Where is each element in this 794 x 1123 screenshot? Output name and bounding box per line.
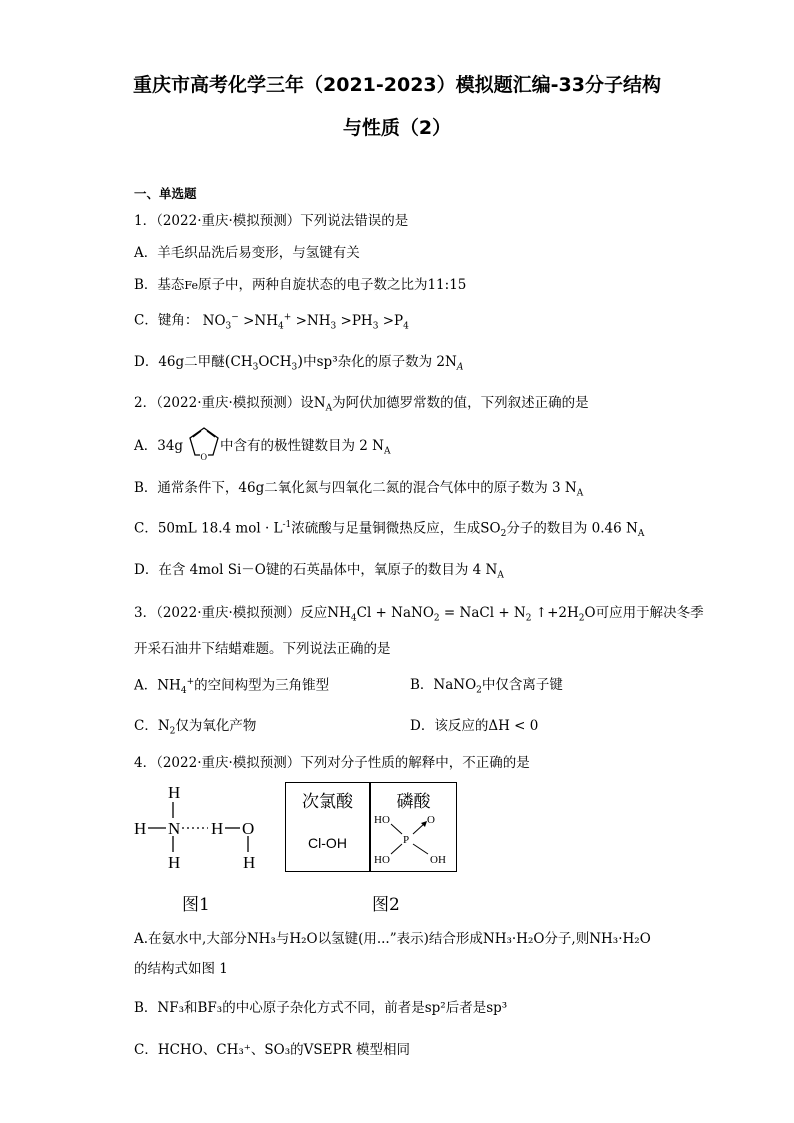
q3-reaction: $NH_4Cl$ + NaNO$_2$ = NaCl + $N_2$ $↑+2H_2O$ [327, 605, 596, 624]
q3-option-c: C．$N_2$仅为氧化产物 [134, 718, 257, 737]
q3-option-d: D．该反应的ΔH < 0 [410, 718, 539, 734]
svg-text:O: O [200, 452, 207, 462]
section-heading: 一、单选题 [134, 186, 197, 201]
q2-option-b [134, 480, 583, 499]
q2-option-d [134, 562, 504, 581]
figure1-caption: 图1 [182, 895, 210, 915]
q1-c-pre: C．键角： [134, 312, 199, 329]
q2-c-sub: A [637, 529, 645, 540]
svg-text:O: O [242, 819, 255, 838]
q3-stem-post: 可应用于解决冬季 [595, 605, 704, 621]
q1-d-post: 中sp³杂化的原子数为 2N [303, 354, 457, 370]
figure2-box [285, 782, 457, 872]
q3-b-post: 中仅含离子键 [481, 677, 563, 693]
q1-d-sub: A [456, 362, 464, 373]
q1-stem: 1．（2022·重庆·模拟预测）下列说法错误的是 [134, 213, 409, 229]
q2-option-c [134, 520, 644, 540]
svg-text:O: O [427, 814, 435, 826]
q4-stem: 4．（2022·重庆·模拟预测）下列对分子性质的解释中，不正确的是 [134, 755, 530, 771]
svg-text:H: H [211, 819, 224, 838]
figure2-caption: 图2 [372, 895, 400, 915]
q3-a-post: 的空间构型为三角锥型 [194, 677, 330, 694]
q1-option-b [134, 277, 466, 293]
q3-c-post: 仅为氧化产物 [175, 718, 257, 734]
q4-option-a-line2: 的结构式如图 1 [134, 961, 228, 977]
svg-text:N: N [168, 819, 181, 838]
q4-option-c: C．HCHO、CH₃⁺、SO₃的VSEPR 模型相同 [134, 1042, 411, 1058]
q2-b-text: B．通常条件下，46g二氧化氮与四氧化二氮的混合气体中的原子数为 3 N [134, 480, 577, 496]
q2-c-sub2: 2 [500, 529, 507, 540]
figure2-right-title: 磷酸 [396, 792, 431, 812]
q2-c-pre: C．50mL 18.4 mol · L [134, 520, 283, 537]
q2-c-sup: -1 [282, 520, 292, 530]
q2-a-post-wrap [220, 438, 390, 457]
page-title-line2: 与性质（2） [342, 117, 452, 139]
q3-stem [134, 605, 704, 624]
svg-text:HO: HO [374, 854, 390, 866]
q3-option-a: A．$NH_4^+$的空间构型为三角锥型 [134, 677, 330, 697]
q3-stem-pre: 3．（2022·重庆·模拟预测）反应 [134, 605, 328, 621]
q1-b-post: 原子中，两种自旋状态的电子数之比为11:15 [197, 277, 467, 293]
q1-option-c [134, 312, 409, 332]
q2-c-post2: 分子的数目为 0.46 N [506, 520, 638, 537]
q1-option-a: A．羊毛织品洗后易变形，与氢键有关 [134, 245, 360, 261]
q2-stem [134, 395, 589, 414]
q3-b-label: B． [410, 677, 434, 693]
q2-c-post: 浓硫酸与足量铜微热反应，生成SO [291, 520, 501, 537]
q2-a-sub: A [383, 446, 391, 457]
figure2-left-title: 次氯酸 [302, 792, 353, 812]
q4-option-b: B．NF₃和BF₃的中心原子杂化方式不同，前者是sp²后者是sp³ [134, 1000, 508, 1016]
svg-text:H: H [168, 853, 181, 872]
q2-a-post: 中含有的极性键数目为 2 N [220, 438, 384, 454]
svg-text:OH: OH [430, 854, 446, 866]
phosphoric-acid-structure [372, 811, 454, 869]
svg-text:HO: HO [374, 814, 390, 826]
q2-d-sub: A [497, 570, 504, 581]
svg-text:H: H [243, 853, 256, 872]
q3-option-b: B．NaNO$_2$中仅含离子键 [410, 677, 563, 696]
q1-d-formula: ( [224, 352, 231, 370]
page-title-line1: 重庆市高考化学三年（2021-2023）模拟题汇编-33分子结构 [133, 74, 661, 96]
q1-c-formula: $NO_3^- >NH_4^+ >NH_3 >PH_3 >P_4$ [202, 312, 409, 332]
q1-option-d: D．46g二甲醚$(CH_3OCH_3)$中sp³杂化的原子数为 $2N_A$ [134, 352, 464, 373]
figure1-nh3-h2o-structure [128, 780, 268, 880]
q3-stem-line2: 开采石油井下结蜡难题。下列说法正确的是 [134, 641, 391, 657]
q2-a-pre: A．34g [134, 438, 184, 454]
q2-option-a [134, 438, 183, 454]
q2-stem-post: 为阿伏加德罗常数的值，下列叙述正确的是 [332, 395, 589, 411]
q1-d-pre: D．46g二甲醚 [134, 354, 225, 370]
q2-stem-sub: A [325, 403, 333, 414]
figure2-left-formula: Cl-OH [308, 835, 347, 851]
furan-structure-icon [186, 422, 222, 464]
svg-text:H: H [168, 783, 181, 802]
q2-b-sub: A [576, 488, 584, 499]
q2-stem-pre: 2．（2022·重庆·模拟预测）设N [134, 395, 326, 411]
q2-d-text: D．在含 4mol Si－O键的石英晶体中，氧原子的数目为 4 N [134, 562, 498, 578]
svg-text:P: P [403, 834, 410, 846]
q1-b-pre: B．基态 [134, 277, 185, 293]
q1-b-fe: Fe [184, 279, 198, 292]
svg-text:H: H [134, 819, 147, 838]
q4-option-a-line1: A.在氨水中,大部分NH₃与H₂O以氢键(用...”表示)结合形成NH₃·H₂O分子,则NH₃·H₂O [134, 931, 651, 947]
